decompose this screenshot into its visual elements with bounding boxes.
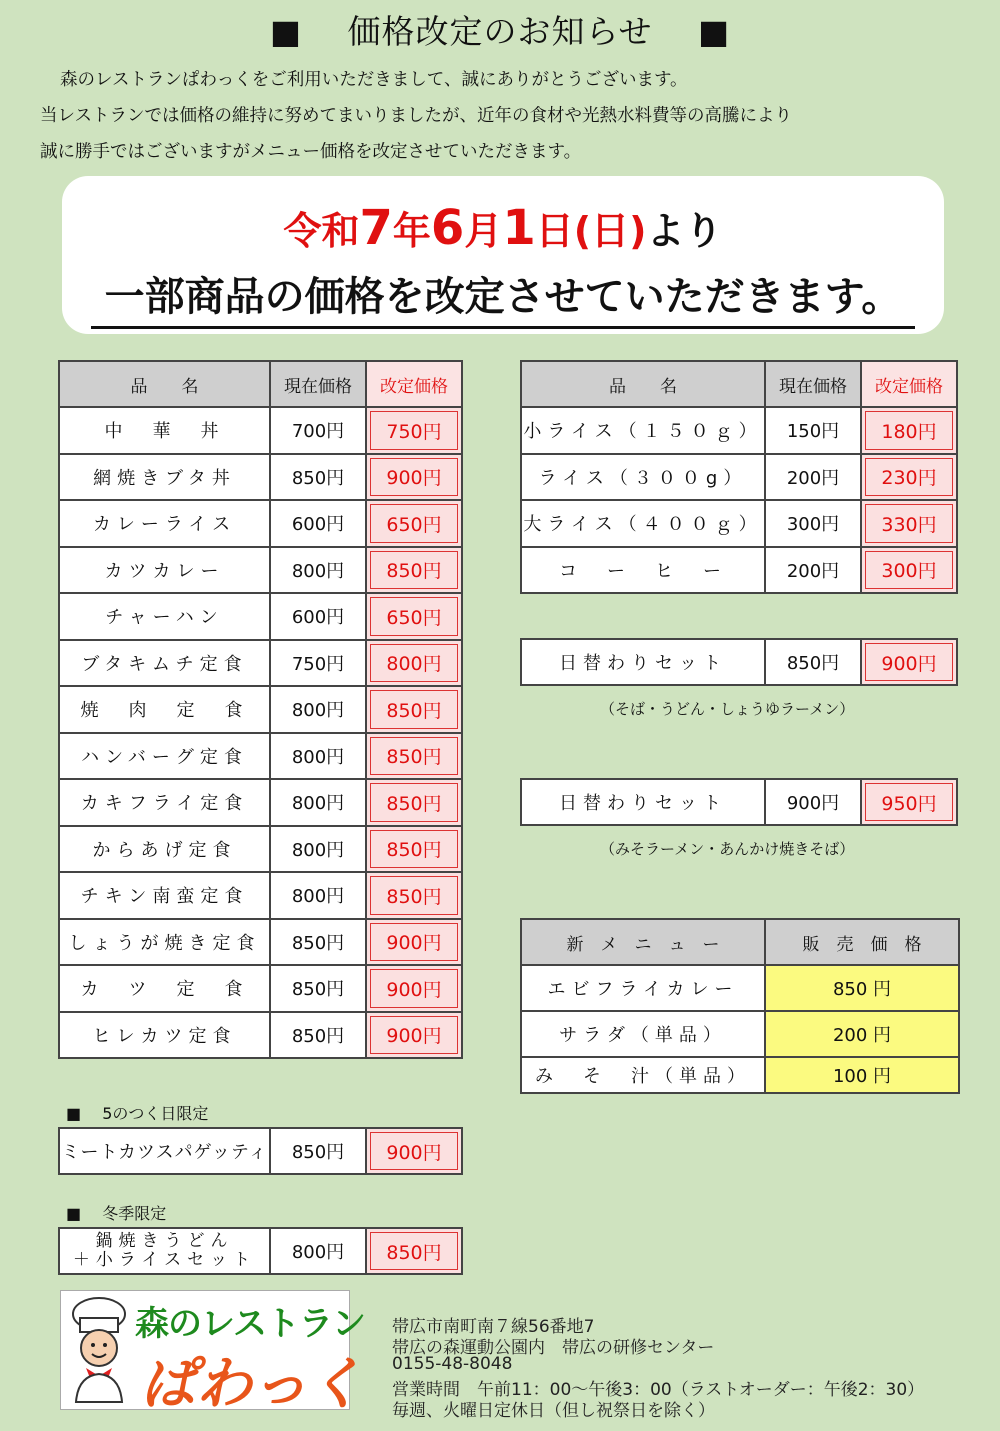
new-price: 850円 (366, 733, 462, 780)
item-name: 大ライス（４００ｇ） (521, 500, 765, 547)
item-name (59, 1228, 270, 1274)
new-price: 900円 (366, 1128, 462, 1174)
intro-line-2: 当レストランでは価格の維持に努めてまいりましたが、近年の食材や光熱水料費等の高騰により (40, 106, 792, 126)
item-name: チキン南蛮定食 (59, 872, 270, 919)
item-name: カレーライス (59, 500, 270, 547)
new-price: 300円 (861, 547, 957, 594)
section-heading-5th-days: ■ 5のつく日限定 (66, 1104, 209, 1123)
current-price: 600円 (270, 593, 366, 640)
current-price: 850円 (270, 965, 366, 1012)
current-price: 200円 (765, 454, 861, 501)
effective-date (62, 200, 944, 256)
header-item-name: 品 名 (59, 361, 270, 407)
table-row (59, 1228, 462, 1274)
current-price: 150円 (765, 407, 861, 454)
new-price: 180円 (861, 407, 957, 454)
new-price: 230円 (861, 454, 957, 501)
current-price: 200円 (765, 547, 861, 594)
table-row (59, 965, 462, 1012)
item-name: 中 華 丼 (59, 407, 270, 454)
table-row (59, 593, 462, 640)
sale-price: 100 円 (765, 1057, 959, 1093)
current-price: 900円 (765, 779, 861, 825)
current-price: 800円 (270, 686, 366, 733)
sale-price: 850 円 (765, 965, 959, 1011)
item-name: 焼 肉 定 食 (59, 686, 270, 733)
set-2-note: （みそラーメン・あんかけ焼きそば） (600, 840, 855, 858)
date-suffix: より (646, 209, 723, 253)
era-text: 令和 (283, 209, 360, 253)
table-row (521, 500, 957, 547)
header-new-price: 改定価格 (366, 361, 462, 407)
table-row (59, 826, 462, 873)
logo-text-line-1: 森のレストラン (135, 1304, 365, 1344)
current-price: 800円 (270, 826, 366, 873)
new-price: 900円 (861, 639, 957, 685)
year-unit: 年 (392, 209, 431, 253)
new-price: 850円 (366, 826, 462, 873)
new-price: 900円 (366, 965, 462, 1012)
table-row (59, 733, 462, 780)
new-price: 850円 (366, 1228, 462, 1274)
new-price: 950円 (861, 779, 957, 825)
new-price: 850円 (366, 779, 462, 826)
current-price: 850円 (765, 639, 861, 685)
item-name: カキフライ定食 (59, 779, 270, 826)
current-price: 850円 (270, 1128, 366, 1174)
item-name: からあげ定食 (59, 826, 270, 873)
current-price: 850円 (270, 454, 366, 501)
table-row (59, 919, 462, 966)
new-price: 800円 (366, 640, 462, 687)
table-row (59, 640, 462, 687)
item-name: 網焼きブタ丼 (59, 454, 270, 501)
closed-days: 毎週、火曜日定休日（但し祝祭日を除く） (392, 1401, 715, 1421)
current-price: 800円 (270, 547, 366, 594)
right-price-table (520, 360, 958, 594)
current-price: 850円 (270, 1012, 366, 1059)
current-price: 850円 (270, 919, 366, 966)
new-price: 330円 (861, 500, 957, 547)
item-name: 日替わりセット (521, 779, 765, 825)
facility-line: 帯広の森運動公園内 帯広の研修センター (392, 1338, 715, 1358)
address-line: 帯広市南町南７線56番地7 (392, 1317, 595, 1337)
header-current-price: 現在価格 (765, 361, 861, 407)
month-unit: 月 (464, 209, 503, 253)
month-number: 6 (430, 200, 465, 256)
intro-line-3: 誠に勝手ではございますがメニュー価格を改定させていただきます。 (40, 142, 582, 162)
table-row (59, 1012, 462, 1059)
current-price: 600円 (270, 500, 366, 547)
table-row (521, 407, 957, 454)
current-price: 750円 (270, 640, 366, 687)
table-row (59, 500, 462, 547)
day-number: 1 (502, 200, 536, 256)
item-name: しょうが焼き定食 (59, 919, 270, 966)
current-price: 800円 (270, 1228, 366, 1274)
new-price: 900円 (366, 1012, 462, 1059)
current-price: 800円 (270, 779, 366, 826)
item-name-line-1: 鍋焼きうどん (95, 1231, 234, 1251)
day-unit: 日 (535, 209, 574, 253)
item-name: ハンバーグ定食 (59, 733, 270, 780)
current-price: 800円 (270, 872, 366, 919)
item-name: サラダ（単品） (521, 1011, 765, 1057)
page-title: ■ 価格改定のお知らせ ■ (269, 12, 731, 51)
table-row (521, 1011, 959, 1057)
item-name: 日替わりセット (521, 639, 765, 685)
new-menu-table (520, 918, 960, 1094)
year-number: 7 (359, 200, 393, 256)
new-price: 900円 (366, 454, 462, 501)
table-row (59, 872, 462, 919)
winter-table (58, 1227, 463, 1275)
announcement-line (62, 265, 944, 329)
item-name: カツカレー (59, 547, 270, 594)
weekday: (日) (573, 209, 647, 253)
new-price: 850円 (366, 872, 462, 919)
table-row (59, 686, 462, 733)
item-name: エビフライカレー (521, 965, 765, 1011)
intro-line-1: 森のレストランぱわっくをご利用いただきまして、誠にありがとうございます。 (60, 70, 688, 90)
item-name: コ ー ヒ ー (521, 547, 765, 594)
table-row (59, 407, 462, 454)
left-price-table (58, 360, 463, 1059)
header-new-price: 改定価格 (861, 361, 957, 407)
table-row (521, 1057, 959, 1093)
daily-set-2-table (520, 778, 958, 826)
item-name: ミートカツスパゲッティ (59, 1128, 270, 1174)
current-price: 300円 (765, 500, 861, 547)
new-price: 850円 (366, 686, 462, 733)
chef-icon (64, 1296, 134, 1404)
table-row (521, 454, 957, 501)
announcement-text: 一部商品の価格を改定させていただきます。 (91, 265, 916, 329)
current-price: 800円 (270, 733, 366, 780)
item-name: 小ライス（１５０ｇ） (521, 407, 765, 454)
new-price: 750円 (366, 407, 462, 454)
sale-price: 200 円 (765, 1011, 959, 1057)
phone-number: 0155-48-8048 (392, 1354, 513, 1374)
header-item-name: 品 名 (521, 361, 765, 407)
table-row (59, 547, 462, 594)
item-name-line-2: ＋小ライスセット (72, 1250, 257, 1270)
business-hours: 営業時間 午前11：00～午後3：00（ラストオーダー：午後2：30） (392, 1380, 925, 1400)
table-row (521, 779, 957, 825)
section-heading-winter: ■ 冬季限定 (66, 1204, 167, 1223)
item-name: ライス（３００g） (521, 454, 765, 501)
item-name: チャーハン (59, 593, 270, 640)
set-1-note: （そば・うどん・しょうゆラーメン） (600, 700, 855, 718)
item-name: ヒレカツ定食 (59, 1012, 270, 1059)
header-current-price: 現在価格 (270, 361, 366, 407)
new-price: 650円 (366, 500, 462, 547)
new-price: 850円 (366, 547, 462, 594)
logo-text-line-2: ぱわっく (140, 1352, 364, 1417)
current-price: 700円 (270, 407, 366, 454)
new-price: 900円 (366, 919, 462, 966)
header-new-menu: 新 メ ニ ュ ー (521, 919, 765, 965)
table-row (521, 639, 957, 685)
limited-5th-table (58, 1127, 463, 1175)
item-name: ブタキムチ定食 (59, 640, 270, 687)
item-name: カ ツ 定 食 (59, 965, 270, 1012)
new-price: 650円 (366, 593, 462, 640)
header-sale-price: 販 売 価 格 (765, 919, 959, 965)
table-row (521, 965, 959, 1011)
table-row (59, 779, 462, 826)
daily-set-1-table (520, 638, 958, 686)
table-row (521, 547, 957, 594)
table-row (59, 454, 462, 501)
table-row (59, 1128, 462, 1174)
item-name: み そ 汁（単品） (521, 1057, 765, 1093)
